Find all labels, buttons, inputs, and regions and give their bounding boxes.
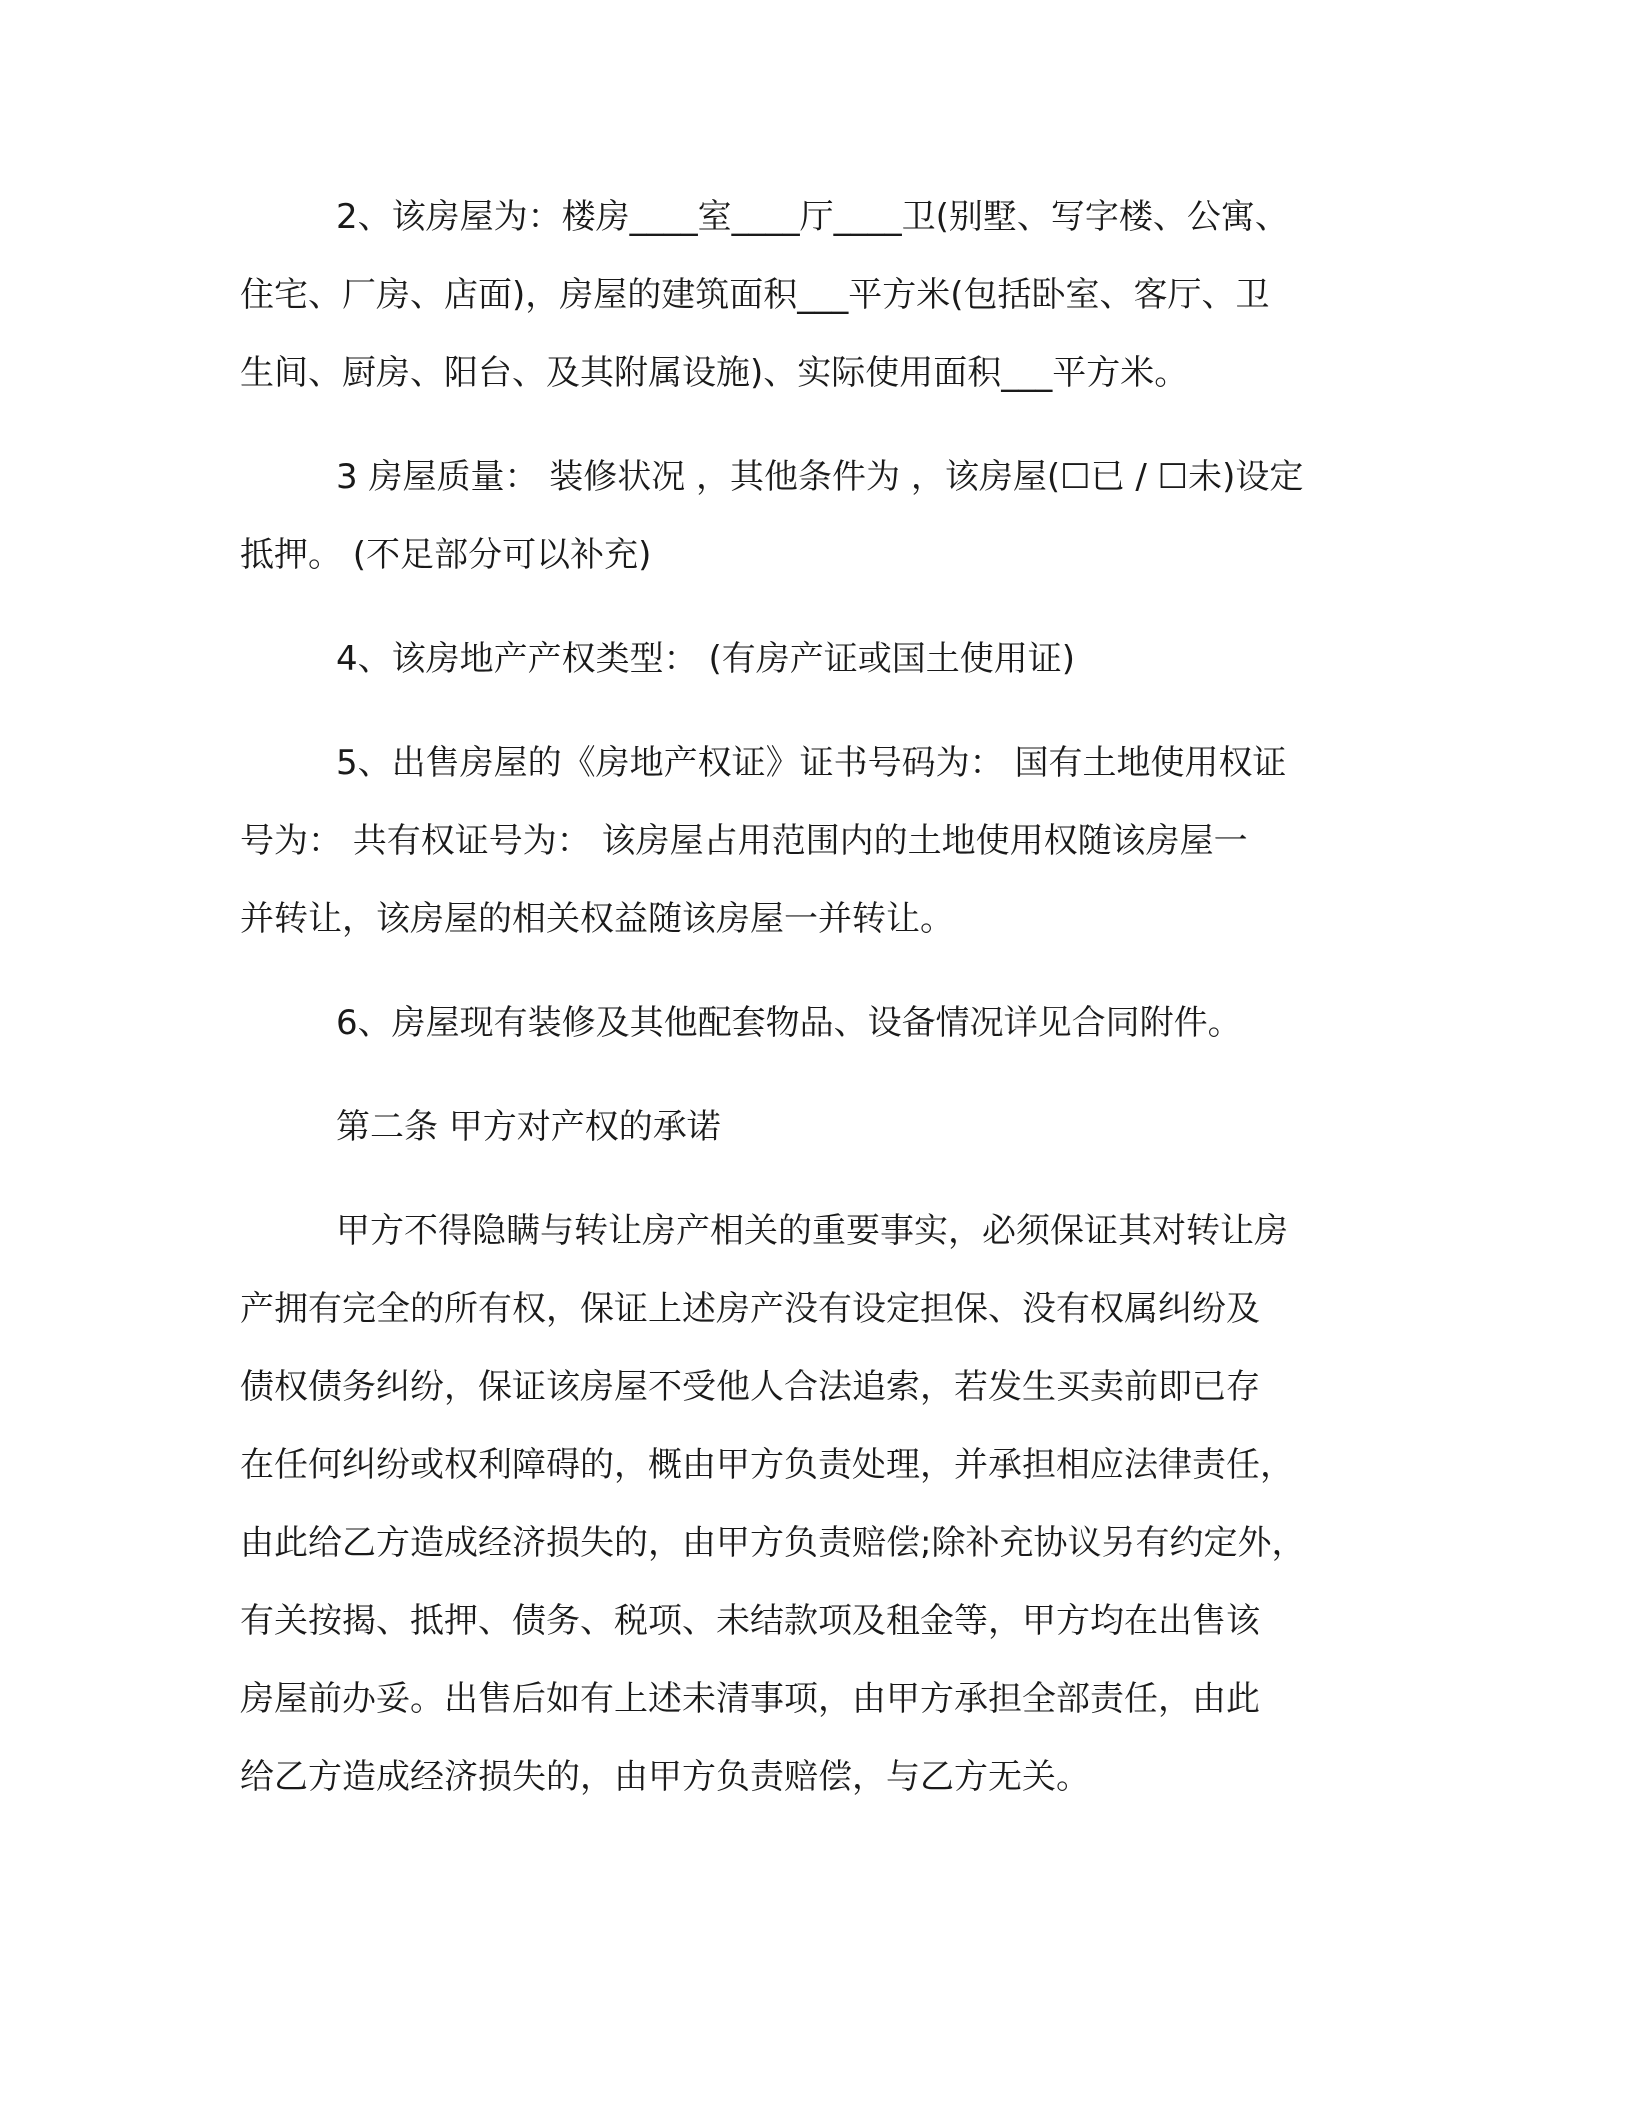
paragraph-property-type <box>240 620 1390 698</box>
text-line: 生间、厨房、阳台、及其附属设施)、实际使用面积___平方米。 <box>240 353 1189 393</box>
text-line: 5、出售房屋的《房地产权证》证书号码为： 国有土地使用权证 <box>336 743 1287 783</box>
text-line: 给乙方造成经济损失的，由甲方负责赔偿，与乙方无关。 <box>240 1757 1090 1797</box>
heading-text: 第二条 甲方对产权的承诺 <box>336 1107 721 1147</box>
paragraph-decoration <box>240 984 1390 1062</box>
text-line: 住宅、厂房、店面)，房屋的建筑面积___平方米(包括卧室、客厅、卫 <box>240 275 1270 315</box>
text-line: 4、该房地产产权类型： (有房产证或国土使用证) <box>336 639 1075 679</box>
paragraph-house-type <box>240 178 1390 412</box>
paragraph-seller-commitment <box>240 1192 1390 1816</box>
text-line: 在任何纠纷或权利障碍的，概由甲方负责处理，并承担相应法律责任， <box>240 1445 1294 1485</box>
text-line: 抵押。 (不足部分可以补充) <box>240 535 652 575</box>
text-line: 号为： 共有权证号为： 该房屋占用范围内的土地使用权随该房屋一 <box>240 821 1248 861</box>
text-line: 并转让，该房屋的相关权益随该房屋一并转让。 <box>240 899 954 939</box>
paragraph-certificate-numbers <box>240 724 1390 958</box>
text-line: 有关按揭、抵押、债务、税项、未结款项及租金等，甲方均在出售该 <box>240 1601 1260 1641</box>
text-line: 产拥有完全的所有权，保证上述房产没有设定担保、没有权属纠纷及 <box>240 1289 1260 1329</box>
text-line: 3 房屋质量： 装修状况 ，其他条件为 ，该房屋(☐已 / ☐未)设定 <box>336 457 1304 497</box>
text-line: 2、该房屋为：楼房____室____厅____卫(别墅、写字楼、公寓、 <box>336 197 1289 237</box>
text-line: 债权债务纠纷，保证该房屋不受他人合法追索，若发生买卖前即已存 <box>240 1367 1260 1407</box>
text-line: 6、房屋现有装修及其他配套物品、设备情况详见合同附件。 <box>336 1003 1242 1043</box>
text-line: 房屋前办妥。出售后如有上述未清事项，由甲方承担全部责任，由此 <box>240 1679 1260 1719</box>
text-line: 甲方不得隐瞒与转让房产相关的重要事实，必须保证其对转让房 <box>336 1211 1288 1251</box>
section-heading-article-2 <box>240 1088 1390 1166</box>
paragraph-house-quality <box>240 438 1390 594</box>
text-line: 由此给乙方造成经济损失的，由甲方负责赔偿;除补充协议另有约定外， <box>240 1523 1306 1563</box>
